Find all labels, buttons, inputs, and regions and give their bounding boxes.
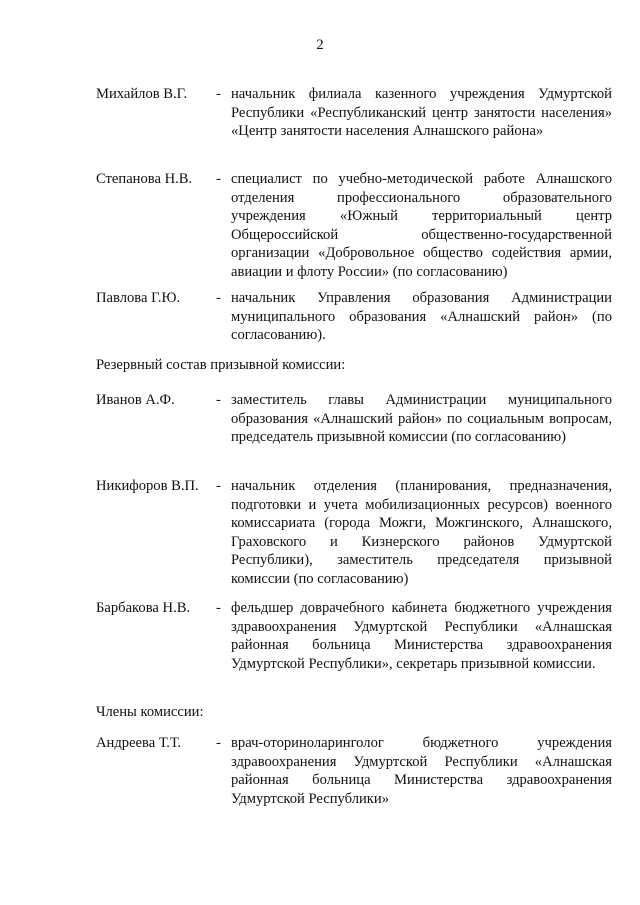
entry-name: Павлова Г.Ю. [96, 290, 181, 306]
entry-name: Андреева Т.Т. [96, 735, 182, 751]
entry-description: начальник отделения (планирования, предназначения, подготовки и учета мобилизационных ресурсов) военного комиссариата (города Можги, Можгинского, Алнашского, Граховского и Кизнерского районов Удмуртской Республики), заместитель председателя призывной комиссии (по согласованию) [231, 478, 612, 587]
entry-name: Барбакова Н.В. [96, 600, 191, 616]
entry-name: Никифоров В.П. [96, 478, 199, 494]
entry-dash: - [216, 478, 221, 494]
entry-dash: - [216, 735, 221, 751]
reserve-entry [96, 391, 612, 447]
entry-dash: - [216, 600, 221, 616]
entry-dash: - [216, 86, 221, 102]
page-number: 2 [316, 37, 324, 53]
reserve-entry [96, 477, 612, 589]
reserve-section-heading: Резервный состав призывной комиссии: [96, 357, 346, 373]
member-entry [96, 734, 612, 808]
entry-dash: - [216, 171, 221, 187]
entry-description: заместитель главы Администрации муниципального образования «Алнашский район» по социальным вопросам, председатель призывной комиссии (по согласованию) [231, 392, 612, 446]
entry-dash: - [216, 290, 221, 306]
entry-name: Степанова Н.В. [96, 171, 193, 187]
entry-name: Михайлов В.Г. [96, 86, 188, 102]
entry-dash: - [216, 392, 221, 408]
members-section-heading: Члены комиссии: [96, 704, 204, 720]
entry-description: фельдшер доврачебного кабинета бюджетного учреждения здравоохранения Удмуртской Республики «Алнашская районная больница Министерства здравоохранения Удмуртской Республики», секретарь призывной комиссии. [231, 600, 612, 672]
reserve-entry [96, 599, 612, 673]
commission-entry [96, 289, 612, 345]
entry-description: врач-оториноларинголог бюджетного учреждения здравоохранения Удмуртской Республики «Алнашская районная больница Министерства здравоохранения Удмуртской Республики» [231, 735, 612, 807]
entry-name: Иванов А.Ф. [96, 392, 175, 408]
entry-description: специалист по учебно-методической работе Алнашского отделения профессионального образовательного учреждения «Южный территориальный центр Общероссийской общественно-государственной организации «Добровольное общество содействия армии, авиации и флоту России» (по согласованию) [231, 171, 612, 280]
commission-entry [96, 85, 612, 141]
commission-entry [96, 170, 612, 282]
entry-description: начальник филиала казенного учреждения Удмуртской Республики «Республиканский центр занятости населения» «Центр занятости населения Алнашского района» [231, 86, 612, 140]
entry-description: начальник Управления образования Администрации муниципального образования «Алнашский район» (по согласованию). [231, 290, 612, 344]
